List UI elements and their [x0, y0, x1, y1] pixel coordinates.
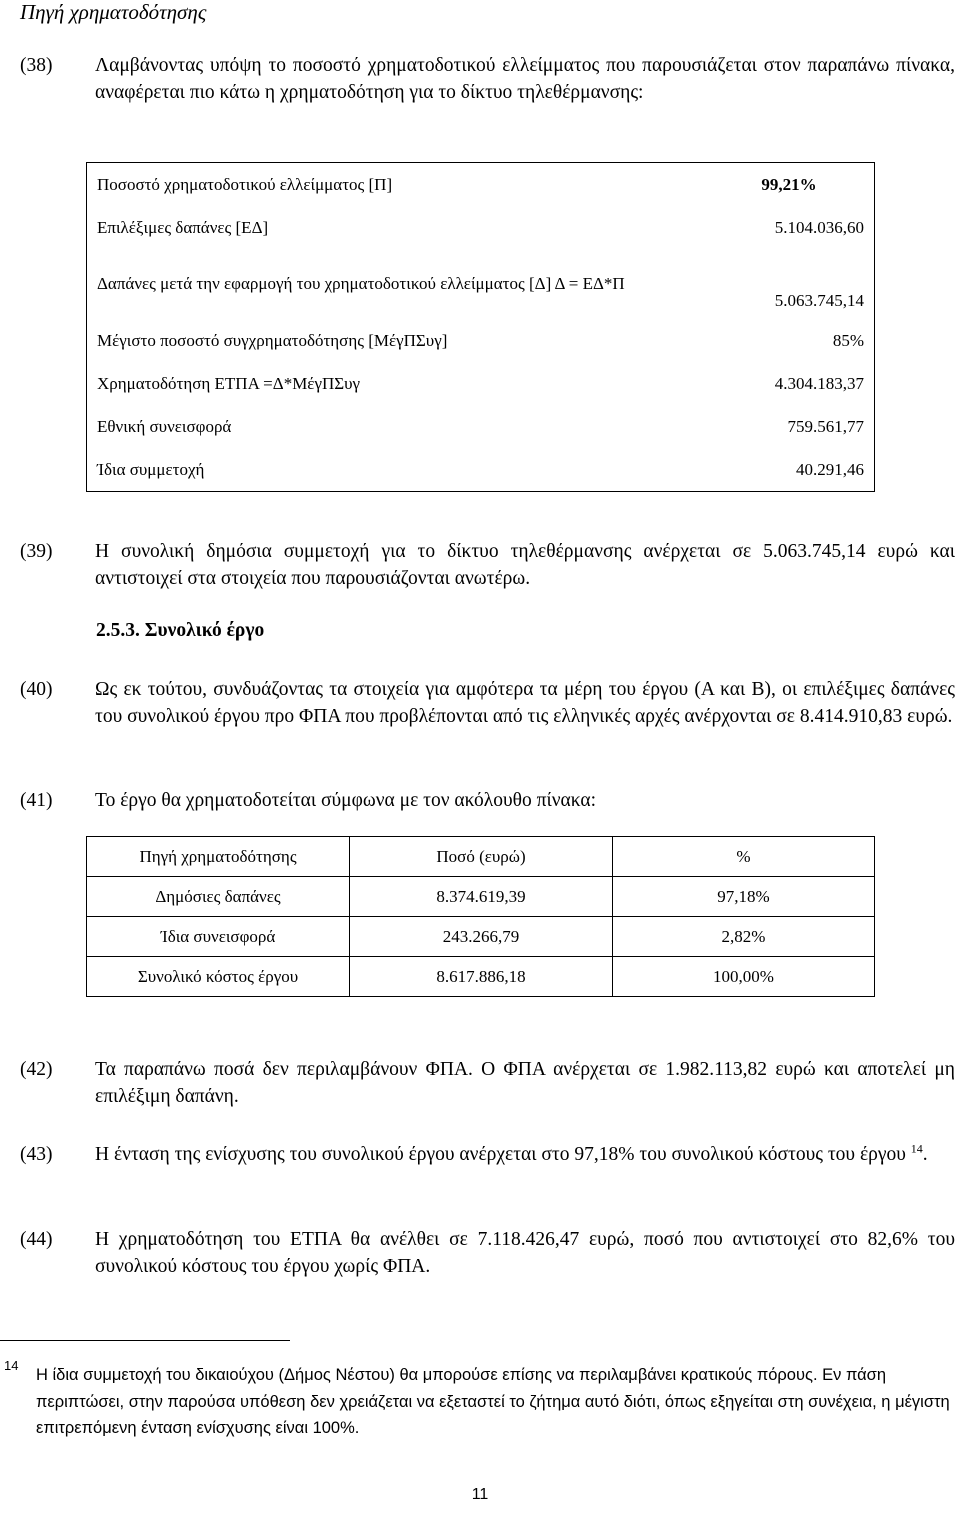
- footnote-text: Η ίδια συμμετοχή του δικαιούχου (Δήμος Νέστου) θα μπορούσε επίσης να περιλαμβάνει κρατικούς πόρους. Εν πάση περιπτώσει, στην παρούσα υπόθεση δεν χρειάζεται να εξεταστεί το ζήτημα αυτό διότι, όπως εξηγείται στη συνέχεια, η μέγιστη επιτρεπόμενη ένταση ενίσχυσης είναι 100%.: [36, 1366, 950, 1437]
- funding-calculation-table: [86, 162, 875, 492]
- column-header: Ποσό (ευρώ): [350, 837, 613, 877]
- row-value: 759.561,77: [787, 416, 864, 436]
- paragraph-end: .: [922, 1144, 928, 1165]
- subsection-heading: 2.5.3. Συνολικό έργο: [96, 620, 265, 641]
- footnote-marker: 14: [4, 1358, 19, 1373]
- row-label: Δαπάνες μετά την εφαρμογή του χρηματοδοτικού ελλείμματος [Δ] Δ = ΕΔ*Π: [97, 274, 625, 293]
- table-cell: 100,00%: [613, 957, 875, 997]
- paragraph-39: [20, 538, 955, 592]
- paragraph-38: [20, 52, 955, 106]
- table-cell: Συνολικό κόστος έργου: [87, 957, 350, 997]
- paragraph-number: (39): [20, 541, 53, 562]
- row-label: Ποσοστό χρηματοδοτικού ελλείμματος [Π]: [97, 174, 393, 194]
- paragraph-text: [95, 1141, 955, 1168]
- paragraph-text: Ως εκ τούτου, συνδυάζοντας τα στοιχεία για αμφότερα τα μέρη του έργου (Α και Β), οι επιλέξιμες δαπάνες του συνολικού έργου προ ΦΠΑ που προβλέπονται από τις ελληνικές αρχές ανέρχονται σε 8.414.910,83 ευρώ.: [95, 679, 955, 727]
- table-row: [87, 957, 875, 997]
- funding-sources-table: [86, 836, 875, 997]
- paragraph-40: [20, 676, 955, 730]
- paragraph-text: Λαμβάνοντας υπόψη το ποσοστό χρηματοδοτικού ελλείμματος που παρουσιάζεται στον παραπάνω πίνακα, αναφέρεται πιο κάτω η χρηματοδότηση για το δίκτυο τηλεθέρμανσης:: [95, 55, 955, 103]
- paragraph-number: (44): [20, 1229, 53, 1250]
- table-cell: 97,18%: [613, 877, 875, 917]
- column-header: Πηγή χρηματοδότησης: [87, 837, 350, 877]
- row-value: 40.291,46: [796, 459, 864, 479]
- row-value: 4.304.183,37: [774, 373, 864, 393]
- table-row: [87, 249, 875, 319]
- paragraph-body: Η ένταση της ενίσχυσης του συνολικού έργου ανέρχεται στο 97,18% του συνολικού κόστους του έργου: [95, 1144, 906, 1165]
- table-cell: 8.617.886,18: [350, 957, 613, 997]
- table-header-row: [87, 837, 875, 877]
- page-number: 11: [471, 1486, 489, 1503]
- table-row: [87, 877, 875, 917]
- paragraph-number: (38): [20, 55, 53, 76]
- paragraph-text: Τα παραπάνω ποσά δεν περιλαμβάνουν ΦΠΑ. Ο ΦΠΑ ανέρχεται σε 1.982.113,82 ευρώ και αποτελεί μη επιλέξιμη δαπάνη.: [95, 1059, 955, 1107]
- paragraph-number: (43): [20, 1144, 53, 1165]
- paragraph-44: [20, 1226, 955, 1280]
- column-header: %: [613, 837, 875, 877]
- row-label: Μέγιστο ποσοστό συγχρηματοδότησης [ΜέγΠΣυγ]: [97, 330, 448, 350]
- table-row: [87, 405, 875, 448]
- table-row: [87, 206, 875, 249]
- table-cell: Ίδια συνεισφορά: [87, 917, 350, 957]
- paragraph-text: Η συνολική δημόσια συμμετοχή για το δίκτυο τηλεθέρμανσης ανέρχεται σε 5.063.745,14 ευρώ και αντιστοιχεί στα στοιχεία που παρουσιάζονται ανωτέρω.: [95, 541, 955, 589]
- table-cell: 8.374.619,39: [350, 877, 613, 917]
- row-label: Επιλέξιμες δαπάνες [ΕΔ]: [97, 217, 269, 237]
- table-row: [87, 448, 875, 492]
- table-cell: 2,82%: [613, 917, 875, 957]
- table-row: [87, 362, 875, 405]
- table-cell: 243.266,79: [350, 917, 613, 957]
- table-row: [87, 163, 875, 207]
- row-label: Εθνική συνεισφορά: [97, 416, 232, 436]
- paragraph-41: [20, 787, 955, 814]
- row-value: 5.063.745,14: [774, 291, 864, 310]
- paragraph-43: [20, 1141, 955, 1168]
- footnote-reference[interactable]: 14: [910, 1141, 923, 1156]
- footnote-divider: [0, 1340, 290, 1341]
- table-row: [87, 319, 875, 362]
- row-value: 5.104.036,60: [774, 217, 864, 237]
- row-value: 99,21%: [761, 174, 817, 194]
- paragraph-number: (42): [20, 1059, 53, 1080]
- table-cell: Δημόσιες δαπάνες: [87, 877, 350, 917]
- section-heading: Πηγή χρηματοδότησης: [20, 0, 207, 24]
- paragraph-text: Η χρηματοδότηση του ΕΤΠΑ θα ανέλθει σε 7.118.426,47 ευρώ, ποσό που αντιστοιχεί στο 82,6% του συνολικού κόστους του έργου χωρίς ΦΠΑ.: [95, 1229, 955, 1277]
- paragraph-number: (40): [20, 679, 53, 700]
- row-value: 85%: [832, 330, 864, 350]
- paragraph-42: [20, 1056, 955, 1110]
- row-label: Χρηματοδότηση ΕΤΠΑ =Δ*ΜέγΠΣυγ: [97, 373, 361, 393]
- paragraph-text: Το έργο θα χρηματοδοτείται σύμφωνα με τον ακόλουθο πίνακα:: [95, 790, 597, 811]
- paragraph-number: (41): [20, 790, 53, 811]
- row-label: Ίδια συμμετοχή: [97, 459, 205, 479]
- table-row: [87, 917, 875, 957]
